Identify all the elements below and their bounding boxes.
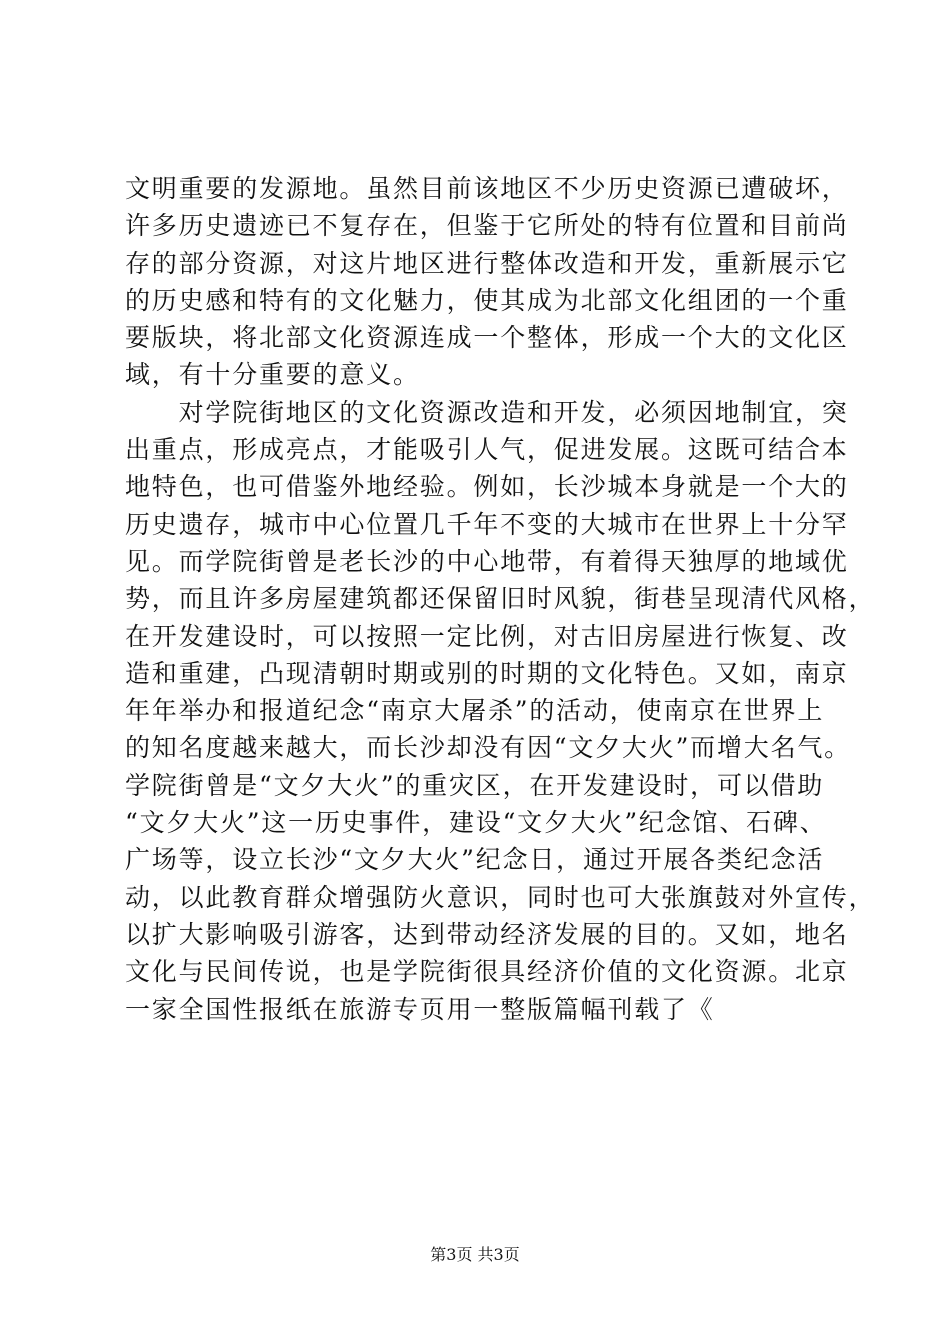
text-line: 对学院街地区的文化资源改造和开发，必须因地制宜，突	[125, 397, 849, 427]
text-line: 的历史感和特有的文化魅力，使其成为北部文化组团的一个重	[125, 285, 849, 315]
text-line: 造和重建，凸现清朝时期或别的时期的文化特色。又如，南京	[125, 658, 849, 688]
text-line: 势，而且许多房屋建筑都还保留旧时风貌，街巷呈现清代风格，	[125, 584, 876, 614]
text-line: 动，以此教育群众增强防火意识，同时也可大张旗鼓对外宣传，	[125, 882, 876, 912]
text-line: 地特色，也可借鉴外地经验。例如，长沙城本身就是一个大的	[125, 472, 849, 502]
text-line: 在开发建设时，可以按照一定比例，对古旧房屋进行恢复、改	[125, 621, 849, 651]
text-line: 以扩大影响吸引游客，达到带动经济发展的目的。又如，地名	[125, 919, 849, 949]
body-text	[125, 170, 876, 1028]
text-line: 年年举办和报道纪念“南京大屠杀”的活动，使南京在世界上	[125, 696, 825, 726]
text-line: “文夕大火”这一历史事件，建设“文夕大火”纪念馆、石碑、	[125, 808, 827, 838]
text-line: 许多历史遗迹已不复存在，但鉴于它所处的特有位置和目前尚	[125, 211, 849, 241]
text-line: 存的部分资源，对这片地区进行整体改造和开发，重新展示它	[125, 248, 849, 278]
text-line: 广场等，设立长沙“文夕大火”纪念日，通过开展各类纪念活	[125, 845, 825, 875]
text-line: 历史遗存，城市中心位置几千年不变的大城市在世界上十分罕	[125, 509, 849, 539]
text-line: 文明重要的发源地。虽然目前该地区不少历史资源已遭破坏，	[125, 174, 849, 203]
text-line: 见。而学院街曾是老长沙的中心地带，有着得天独厚的地域优	[125, 546, 849, 576]
text-line: 出重点，形成亮点，才能吸引人气，促进发展。这既可结合本	[125, 435, 849, 465]
text-line: 域，有十分重要的意义。	[125, 360, 420, 390]
text-line: 要版块，将北部文化资源连成一个整体，形成一个大的文化区	[125, 323, 849, 353]
text-line: 学院街曾是“文夕大火”的重灾区，在开发建设时，可以借助	[125, 770, 825, 800]
text-line: 一家全国性报纸在旅游专页用一整版篇幅刊载了《	[125, 994, 715, 1024]
page-footer: 第3页 共3页	[430, 1245, 520, 1264]
text-line: 的知名度越来越大，而长沙却没有因“文夕大火”而增大名气。	[125, 733, 851, 763]
text-line: 文化与民间传说，也是学院街很具经济价值的文化资源。北京	[125, 957, 849, 987]
